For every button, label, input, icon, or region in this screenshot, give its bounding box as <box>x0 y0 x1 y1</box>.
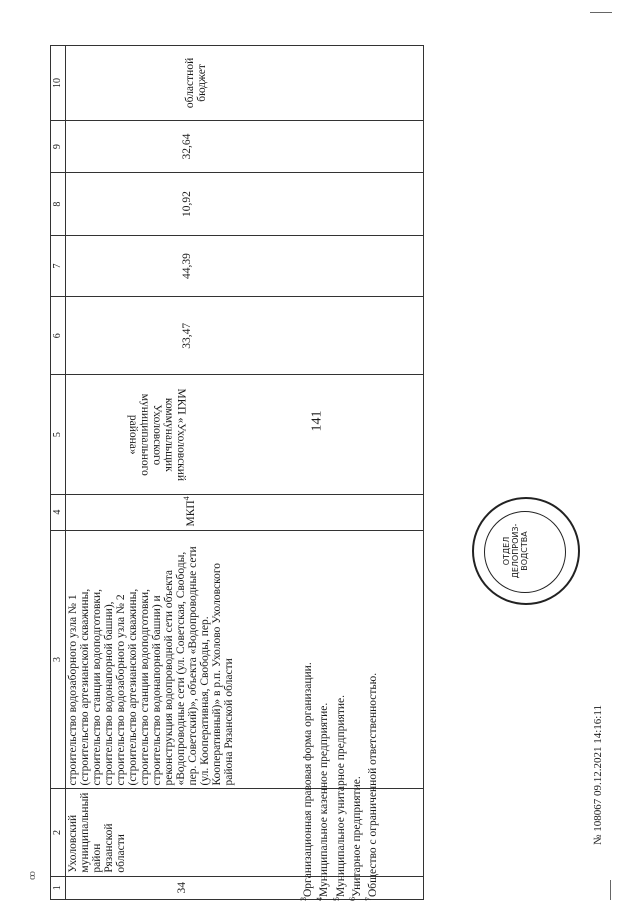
value-cell-8: 10,92 <box>66 173 424 236</box>
form-footnote-mark: 4 <box>182 496 191 501</box>
budget-cell: областной бюджет <box>66 46 424 121</box>
footnote <box>298 662 314 901</box>
header-row <box>51 46 66 900</box>
footnote-text: Муниципальное унитарное предприятие. <box>334 695 347 897</box>
header-cell: 4 <box>51 494 66 530</box>
office-stamp <box>472 497 580 605</box>
header-cell: 3 <box>51 530 66 789</box>
organization-cell <box>66 375 424 494</box>
value-cell-6: 33,47 <box>66 297 424 375</box>
document-id: № 108067 09.12.2021 14:16:11 <box>592 705 604 845</box>
scan-mark <box>590 12 612 13</box>
organization-text: МКП «Ухоловский коммунальщик Ухоловского муниципального района» <box>127 388 187 481</box>
stamp-center-text: ОТДЕЛ ДЕЛОПРОИЗ-ВОДСТВА <box>502 523 529 579</box>
form-cell <box>66 494 424 530</box>
header-cell: 10 <box>51 46 66 121</box>
value-cell-7: 44,39 <box>66 235 424 296</box>
header-cell: 5 <box>51 375 66 494</box>
district-cell: Ухоловский муниципальный район Рязанской области <box>66 789 424 876</box>
header-cell: 2 <box>51 789 66 876</box>
form-text: МКП <box>184 500 197 527</box>
footnote-mark: 6 <box>347 897 357 901</box>
page-number: 141 <box>309 410 325 432</box>
object-cell: строительство водозаборного узла № 1 (строительство артезианской скважины, строительство станции водоподготовки, строительство водонапорной башни), строительство водозаборного узла № 2 (строительство артезианской скважины, строительство станции водоподготовки, строительство водонапорной башни) и реконструкция водопроводной сети объекта «Водопроводные сети (ул. Советская, Свободы, пер. Советский)», объекта «Водопроводные сети (ул. Кооперативная, Свободы, пер. Кооперативный)» в р.п. Ухолово Ухоловского района Рязанской области <box>66 530 424 789</box>
footnote-mark: 7 <box>364 897 374 901</box>
value-cell-9: 32,64 <box>66 120 424 172</box>
header-cell: 8 <box>51 173 66 236</box>
header-cell: 6 <box>51 297 66 375</box>
scan-mark: ꝏ <box>27 871 37 880</box>
footnote <box>314 662 330 901</box>
footnotes <box>298 662 380 901</box>
footnote-text: Муниципальное казенное предприятие. <box>318 702 331 897</box>
footnote-mark: 3 <box>299 897 308 901</box>
footnote-mark: 4 <box>315 897 325 901</box>
footnote-text: Общество с ограниченной ответственностью. <box>367 672 380 897</box>
row-number: 34 <box>66 876 424 899</box>
footnote <box>331 662 347 901</box>
footnote-mark: 5 <box>331 897 341 901</box>
footnote-text: Организационная правовая форма организации. <box>301 662 314 897</box>
header-cell: 9 <box>51 120 66 172</box>
header-cell: 1 <box>51 876 66 899</box>
header-cell: 7 <box>51 235 66 296</box>
footnote-text: Унитарное предприятие. <box>350 776 363 897</box>
scan-mark <box>610 880 611 900</box>
footnote <box>347 662 363 901</box>
footnote <box>363 662 379 901</box>
